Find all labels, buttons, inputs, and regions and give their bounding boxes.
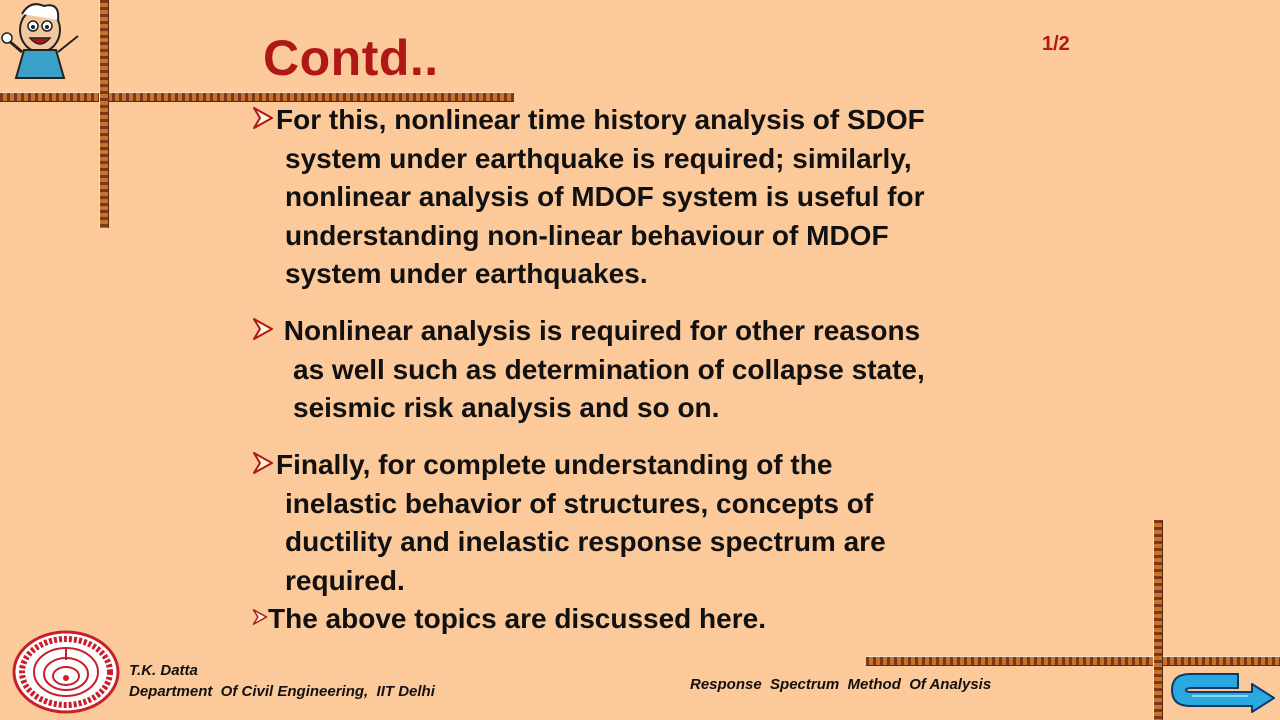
bullet-line [252, 312, 925, 351]
bottom-vertical-bar [1153, 520, 1163, 720]
bullet-line [252, 446, 886, 485]
bullet-line: system under earthquake is required; similarly, [285, 142, 912, 174]
bullet-arrow-icon [252, 605, 268, 629]
bullet-line: ductility and inelastic response spectrum are [285, 526, 886, 557]
cartoon-mascot-icon [0, 0, 80, 80]
bullet-item [252, 101, 925, 294]
bullet-line: understanding non-linear behaviour of MDOF [285, 219, 889, 251]
bullet-line: nonlinear analysis of MDOF system is useful for [285, 181, 925, 212]
bullet-text: For this, nonlinear time history analysis of SDOF [276, 104, 925, 135]
bottom-horizontal-bar [866, 656, 1280, 666]
top-vertical-bar [99, 0, 109, 228]
bullet-arrow-icon [252, 106, 274, 130]
bullet-line: system under earthquakes. [285, 258, 648, 289]
department-name: Department Of Civil Engineering, IIT Delhi [129, 683, 435, 700]
bullet-arrow-icon [252, 451, 274, 475]
return-arrow-icon[interactable] [1168, 666, 1278, 714]
slide-title: Contd.. [263, 30, 439, 86]
author-name: T.K. Datta [129, 662, 198, 679]
footer-author-block [129, 660, 435, 702]
bullet-text: Nonlinear analysis is required for other reasons [276, 315, 921, 346]
bullet-line [252, 600, 766, 639]
bullet-line: seismic risk analysis and so on. [293, 392, 720, 423]
bullet-text: The above topics are discussed here. [268, 603, 766, 634]
course-title: Response Spectrum Method Of Analysis [690, 676, 992, 693]
bullet-text: Finally, for complete understanding of the [276, 449, 833, 480]
bullet-line: required. [285, 564, 405, 596]
page-number: 1/2 [1042, 33, 1070, 55]
bullet-item [252, 446, 886, 600]
bullet-line: as well such as determination of collapse state, [293, 353, 925, 385]
bullet-item [252, 600, 766, 639]
bullet-arrow-icon [252, 317, 274, 341]
bullet-item [252, 312, 925, 428]
iit-delhi-logo [12, 630, 120, 714]
bullet-line [252, 101, 925, 140]
bullet-line: inelastic behavior of structures, concepts of [285, 487, 874, 519]
